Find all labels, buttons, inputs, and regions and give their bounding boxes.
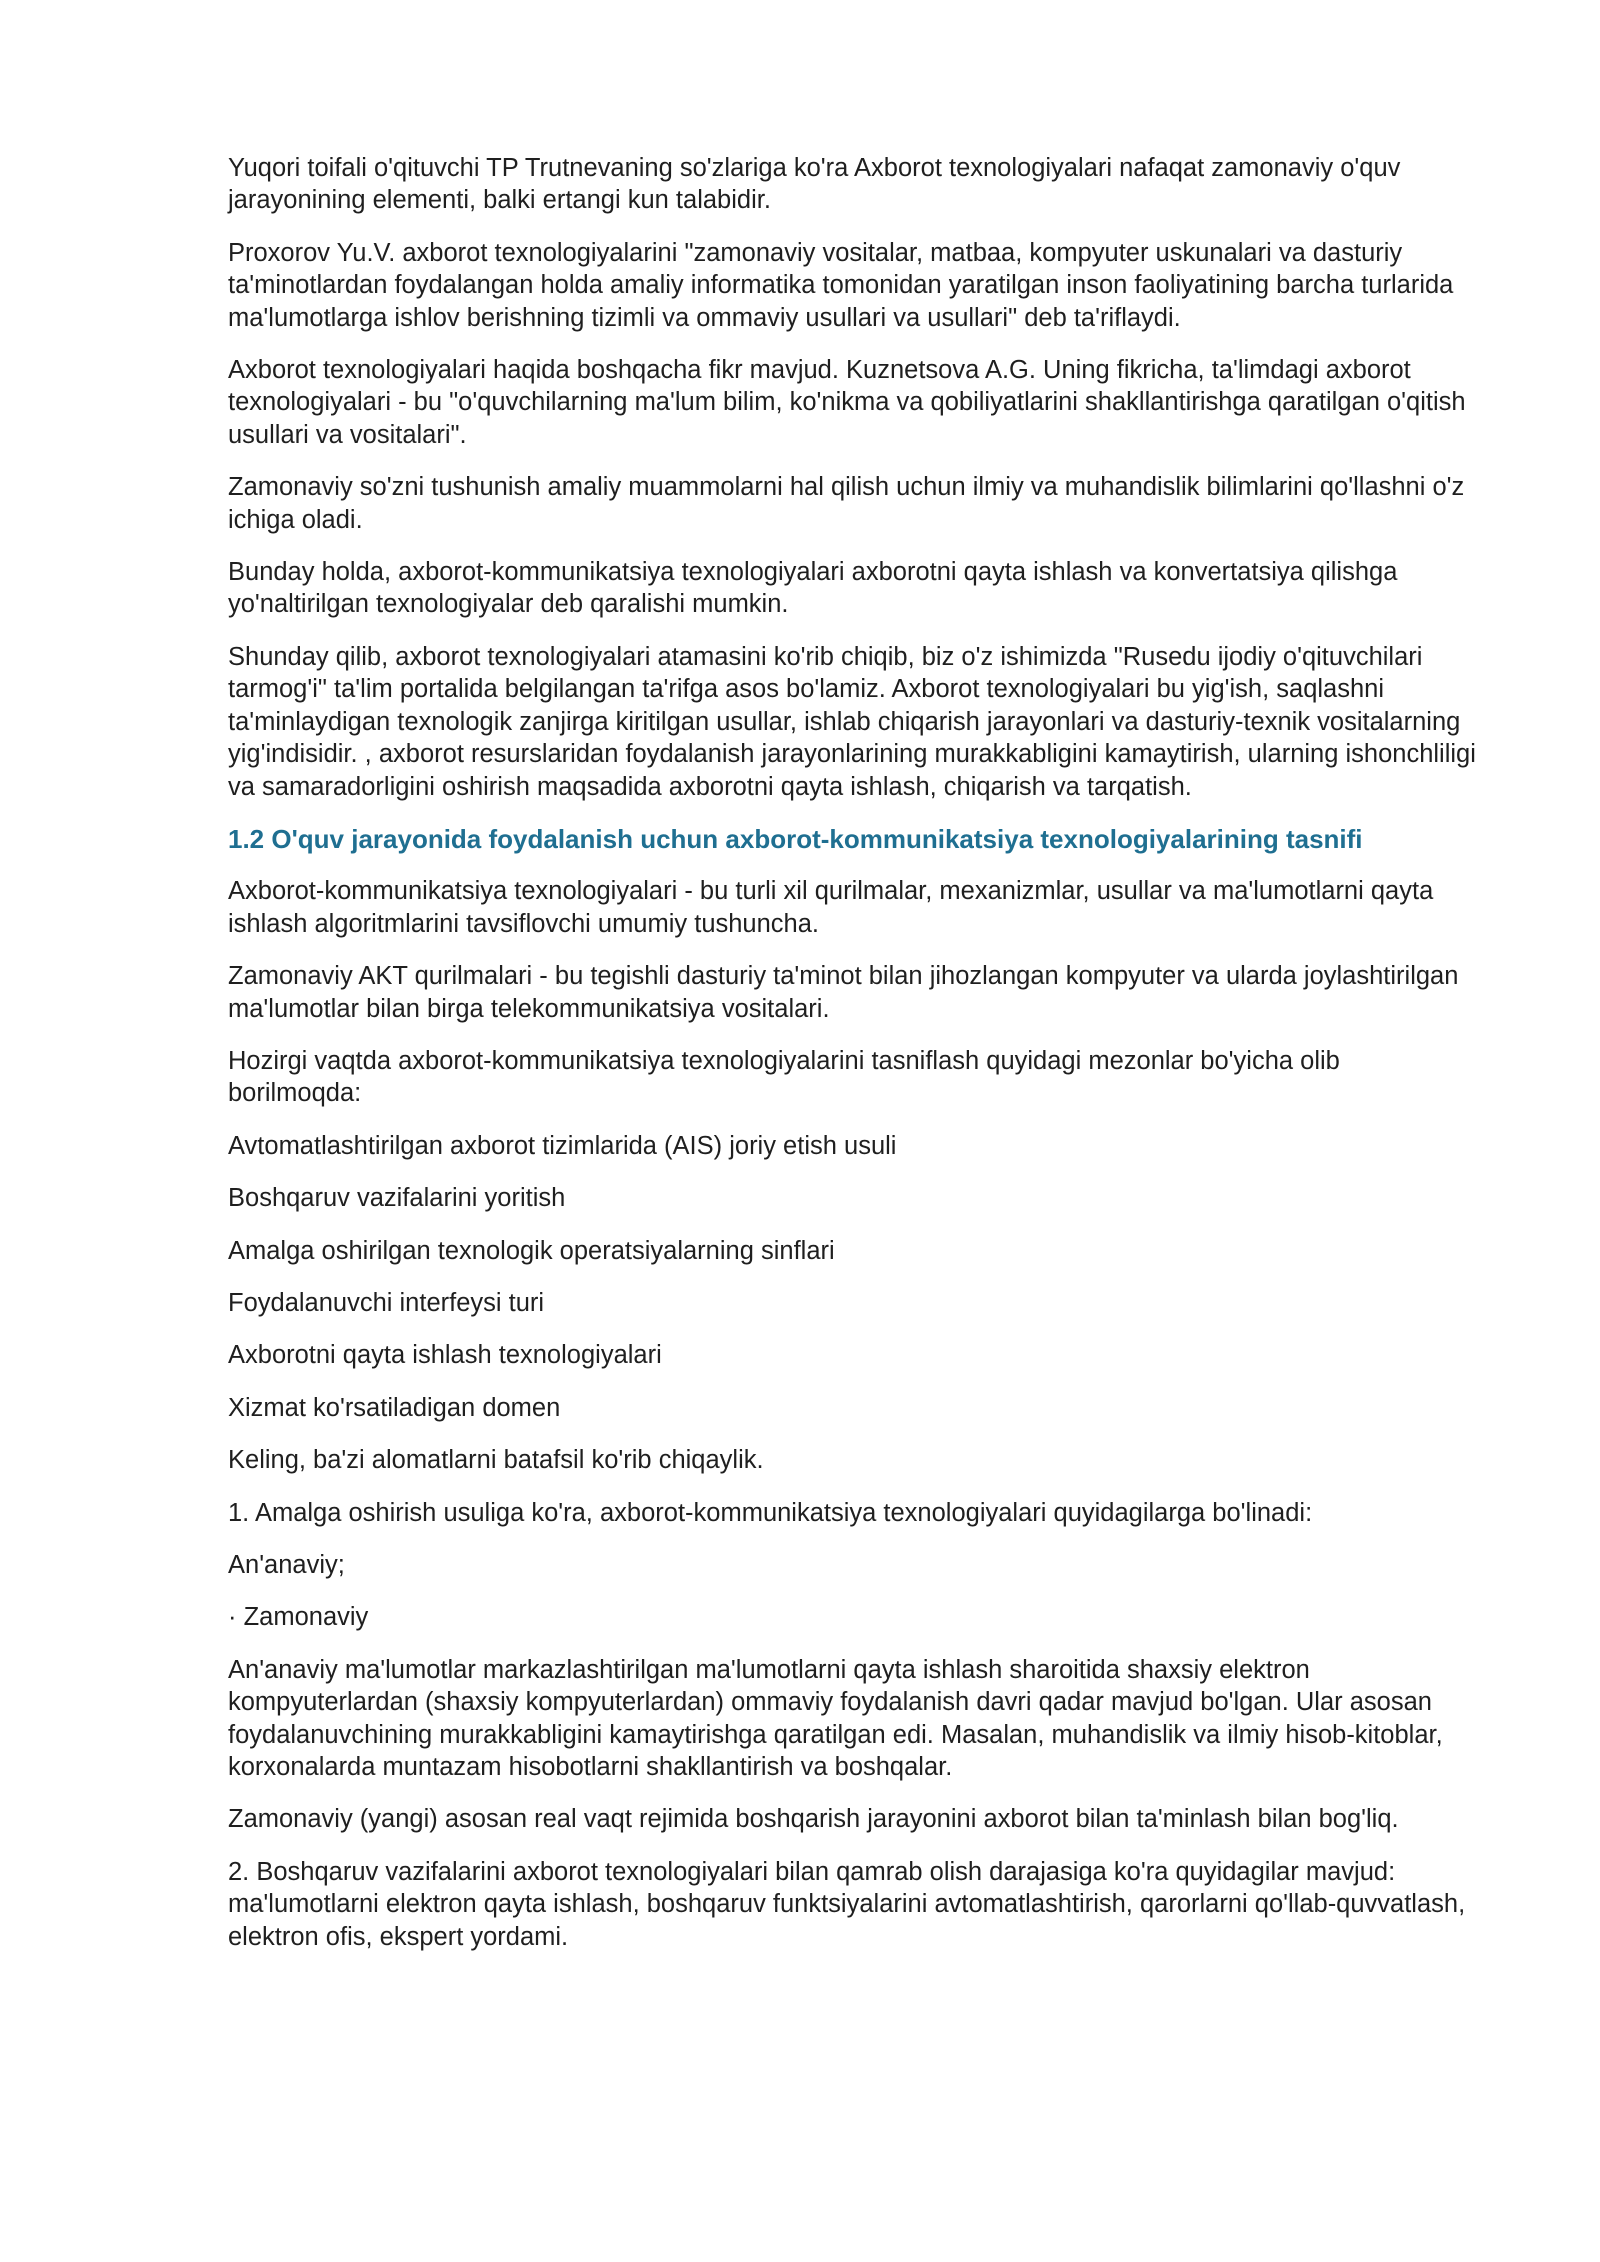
paragraph: Proxorov Yu.V. axborot texnologiyalarini "zamonaviy vositalar, matbaa, kompyuter uskunalari va dasturiy ta'minotlardan foydalangan holda amaliy informatika tomonidan yaratilgan inson faoliyatining barcha turlarida ma'lumotlarga ishlov berishning tizimli va ommaviy usullari va usullari" deb ta'riflaydi. (228, 238, 1454, 332)
paragraph: Bunday holda, axborot-kommunikatsiya texnologiyalari axborotni qayta ishlash va konvertatsiya qilishga yo'naltirilgan texnologiyalar deb qaralishi mumkin. (228, 558, 1398, 619)
paragraph: Shunday qilib, axborot texnologiyalari atamasini ko'rib chiqib, biz o'z ishimizda "Rusedu ijodiy o'qituvchilari tarmog'i" ta'lim portalida belgilangan ta'rifga asos bo'lamiz. Axborot texnologiyalari bu yig'ish, saqlashni ta'minlaydigan texnologik zanjirga kiritilgan usullar, ishlab chiqarish jarayonlari va dasturiy-texnik vositalarning yig'indisidir. , axborot resurslaridan foydalanish jarayonlarining murakkabligini kamaytirish, ularning ishonchliligi va samaradorligini oshirish maqsadida axborotni qayta ishlash, chiqarish va tarqatish. (228, 642, 1476, 801)
criteria-item: Foydalanuvchi interfeysi turi (228, 1288, 545, 1317)
paragraph: Zamonaviy (yangi) asosan real vaqt rejimida boshqarish jarayonini axborot bilan ta'minlash bilan bog'liq. (228, 1805, 1399, 1834)
paragraph: Zamonaviy AKT qurilmalari - bu tegishli dasturiy ta'minot bilan jihozlangan kompyuter va ularda joylashtirilgan ma'lumotlar bilan birga telekommunikatsiya vositalari. (228, 962, 1459, 1023)
criteria-item: Axborotni qayta ishlash texnologiyalari (228, 1341, 662, 1370)
paragraph: Yuqori toifali o'qituvchi TP Trutnevaning so'zlariga ko'ra Axborot texnologiyalari nafaqat zamonaviy o'quv jarayonining elementi, balki ertangi kun talabidir. (228, 154, 1401, 215)
paragraph: Axborot texnologiyalari haqida boshqacha fikr mavjud. Kuznetsova A.G. Uning fikricha, ta'limdagi axborot texnologiyalari - bu "o'quvchilarning ma'lum bilim, ko'nikma va qobiliyatlarini shakllantirishga qaratilgan o'qitish usullari va vositalari". (228, 356, 1466, 449)
list-item: An'anaviy; (228, 1551, 345, 1579)
criteria-item: Amalga oshirilgan texnologik operatsiyalarning sinflari (228, 1236, 835, 1265)
paragraph: 2. Boshqaruv vazifalarini axborot texnologiyalari bilan qamrab olish darajasiga ko'ra quyidagilar mavjud: ma'lumotlarni elektron qayta ishlash, boshqaruv funktsiyalarini avtomatlashtirish, qarorlarni qo'llab-quvvatlash, elektron ofis, ekspert yordami. (228, 1857, 1466, 1951)
section-heading: 1.2 O'quv jarayonida foydalanish uchun axborot-kommunikatsiya texnologiyalarining tasnifi (228, 823, 1363, 854)
criteria-item: Avtomatlashtirilgan axborot tizimlarida (AIS) joriy etish usuli (228, 1131, 897, 1160)
paragraph: Keling, ba'zi alomatlarni batafsil ko'rib chiqaylik. (228, 1446, 764, 1475)
paragraph: Zamonaviy so'zni tushunish amaliy muammolarni hal qilish uchun ilmiy va muhandislik bilimlarini qo'llashni o'z ichiga oladi. (228, 473, 1465, 534)
paragraph: Hozirgi vaqtda axborot-kommunikatsiya texnologiyalarini tasniflash quyidagi mezonlar bo'yicha olib borilmoqda: (228, 1046, 1340, 1108)
criteria-item: Xizmat ko'rsatiladigan domen (228, 1393, 561, 1422)
list-item: · Zamonaviy (228, 1603, 369, 1632)
paragraph: Axborot-kommunikatsiya texnologiyalari - bu turli xil qurilmalar, mexanizmlar, usullar va ma'lumotlarni qayta ishlash algoritmlarini tavsiflovchi umumiy tushuncha. (228, 877, 1434, 938)
criteria-item: Boshqaruv vazifalarini yoritish (228, 1184, 566, 1213)
paragraph: 1. Amalga oshirish usuliga ko'ra, axborot-kommunikatsiya texnologiyalari quyidagilarga bo'linadi: (228, 1498, 1313, 1527)
document-page (228, 152, 1478, 1973)
paragraph: An'anaviy ma'lumotlar markazlashtirilgan ma'lumotlarni qayta ishlash sharoitida shaxsiy elektron kompyuterlardan (shaxsiy kompyuterlardan) ommaviy foydalanish davri qadar mavjud bo'lgan. Ular asosan foydalanuvchining murakkabligini kamaytirishga qaratilgan edi. Masalan, muhandislik va ilmiy hisob-kitoblar, korxonalarda muntazam hisobotlarni shakllantirish va boshqalar. (228, 1655, 1443, 1782)
